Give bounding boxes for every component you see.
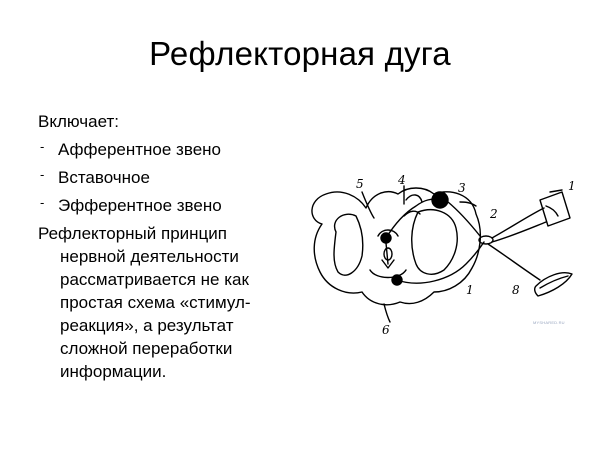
grey-matter-left — [334, 214, 363, 275]
spinal-cord-outline — [312, 188, 480, 305]
label-2: 2 — [490, 207, 498, 221]
bullet-item-intercalary: - Вставочное — [38, 166, 296, 189]
intro-text: Включает: — [38, 112, 119, 131]
label-1-nerve: 1 — [466, 283, 474, 297]
bullet-item-efferent: - Эфферентное звено — [38, 194, 296, 217]
reflex-arc-diagram — [300, 172, 590, 344]
watermark-text: MYSHARED.RU — [533, 320, 565, 325]
dash-bullet-icon: - — [40, 139, 45, 154]
label-4: 4 — [398, 173, 406, 187]
label-1-receptor: 1 — [568, 179, 576, 193]
spinal-ganglion — [432, 192, 448, 208]
label-8: 8 — [512, 283, 520, 297]
label-3: 3 — [458, 181, 466, 195]
slide-title: Рефлекторная дуга — [149, 35, 451, 72]
dash-bullet-icon: - — [40, 195, 45, 210]
grey-matter-right — [412, 210, 458, 275]
skin-receptor — [540, 192, 570, 226]
bullet-item-afferent: - Афферентное звено — [38, 138, 296, 161]
slide-body — [38, 110, 296, 383]
dash-bullet-icon: - — [40, 167, 45, 182]
bullet-list — [38, 138, 296, 217]
label-5: 5 — [356, 177, 364, 191]
label-6: 6 — [382, 323, 390, 337]
nerve-trunk — [479, 236, 493, 244]
efferent-fiber — [397, 242, 484, 283]
paragraph-text: Рефлекторный принцип нервной деятельности рассматривается не как простая схема «стимул-реакция», а результат сложной переработки информации. — [38, 224, 251, 381]
